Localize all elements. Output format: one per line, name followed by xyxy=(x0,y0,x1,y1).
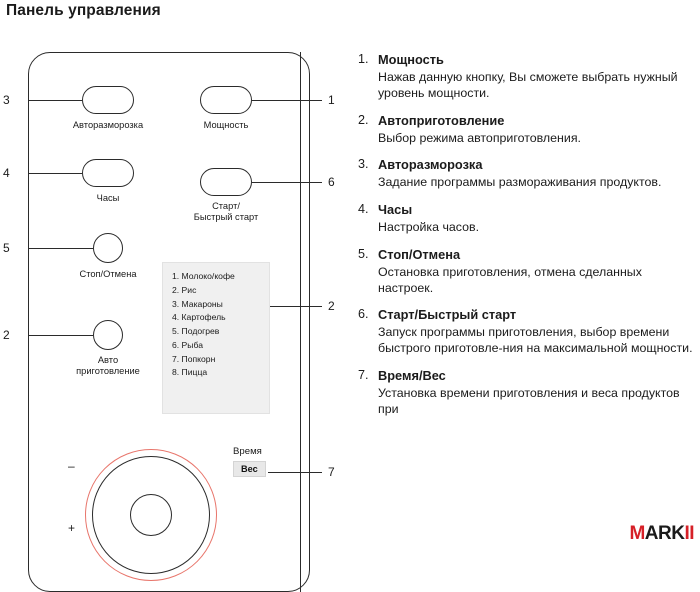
watermark-ark: ARK xyxy=(644,523,685,544)
item-heading: Стоп/Отмена xyxy=(378,246,461,262)
button-stop-cancel[interactable] xyxy=(93,233,123,263)
menu-item-4: 4. Картофель xyxy=(172,312,226,323)
list-item xyxy=(358,113,700,146)
menu-item-5: 5. Подогрев xyxy=(172,326,220,336)
watermark-m: M xyxy=(629,523,645,544)
list-item xyxy=(358,368,700,417)
control-panel-diagram xyxy=(0,34,345,547)
item-heading: Часы xyxy=(378,201,413,217)
item-index: 4. xyxy=(358,201,369,216)
item-index: 2. xyxy=(358,112,369,127)
item-heading: Время/Вес xyxy=(378,368,446,384)
list-item xyxy=(358,157,700,190)
button-autodefrost[interactable] xyxy=(82,86,134,114)
leader-line-4 xyxy=(28,173,82,174)
dial-plus: + xyxy=(68,521,76,535)
item-text: Остановка приготовления, отмена сделанных настроек. xyxy=(378,264,642,295)
item-text: Настройка часов. xyxy=(378,219,480,234)
item-text: Задание программы размораживания продуктов. xyxy=(378,175,662,190)
leader-line-2-right xyxy=(270,306,322,307)
item-heading: Автоприготовление xyxy=(378,112,505,128)
item-heading: Мощность xyxy=(378,52,444,67)
watermark xyxy=(629,523,694,545)
page-title: Панель управления xyxy=(6,2,161,19)
label-power: Мощность xyxy=(203,120,249,130)
callout-4: 4 xyxy=(3,166,10,180)
item-heading: Авторазморозка xyxy=(378,157,483,173)
menu-item-3: 3. Макароны xyxy=(172,298,223,309)
item-text: Установка времени приготовления и веса продуктов при xyxy=(378,386,680,417)
label-autocook-line1: Авто xyxy=(97,355,119,365)
callout-5: 5 xyxy=(3,241,10,255)
button-clock[interactable] xyxy=(82,159,134,187)
leader-line-2-left xyxy=(28,335,93,336)
leader-line-5 xyxy=(28,248,93,249)
callout-3: 3 xyxy=(3,93,10,107)
label-time: Время xyxy=(233,446,262,457)
menu-item-7: 7. Попкорн xyxy=(172,353,216,364)
dial-center[interactable] xyxy=(130,494,172,536)
leader-line-6 xyxy=(252,182,322,183)
label-start-line2: Быстрый старт xyxy=(193,212,259,223)
leader-line-7 xyxy=(268,472,322,473)
button-power[interactable] xyxy=(200,86,252,114)
button-autocook[interactable] xyxy=(93,320,123,350)
menu-item-1: 1. Молоко/кофе xyxy=(172,271,235,281)
callout-2-left: 2 xyxy=(3,328,10,342)
label-autodefrost: Авторазморозка xyxy=(72,120,144,130)
callout-1: 1 xyxy=(328,93,335,107)
list-item xyxy=(358,52,700,101)
description-list xyxy=(358,52,700,429)
menu-item-6: 6. Рыба xyxy=(172,339,203,350)
watermark-ii: II xyxy=(684,523,694,544)
item-index: 5. xyxy=(358,246,369,261)
item-index: 1. xyxy=(358,52,369,66)
list-item xyxy=(358,247,700,296)
item-text: Выбор режима автоприготовления. xyxy=(378,130,581,145)
label-clock: Часы xyxy=(96,193,120,203)
item-text: Нажав данную кнопку, Вы сможете выбрать нужный уровень мощности. xyxy=(378,69,678,101)
item-heading: Старт/Быстрый старт xyxy=(378,307,517,323)
label-stop-cancel: Стоп/Отмена xyxy=(79,269,137,279)
item-text: Запуск программы приготовления, выбор времени быстрого приготовле-ния на максимальной мощности. xyxy=(378,325,693,356)
callout-2-right: 2 xyxy=(328,299,335,313)
item-index: 3. xyxy=(358,157,369,172)
autocook-menu-list[interactable] xyxy=(162,262,270,414)
label-start-line1: Старт/ xyxy=(212,201,240,211)
label-start xyxy=(171,201,281,224)
label-weight: Вес xyxy=(233,461,266,477)
item-index: 7. xyxy=(358,368,369,383)
dial-minus: – xyxy=(68,459,75,473)
callout-6: 6 xyxy=(328,175,335,189)
label-autocook-line2: приготовление xyxy=(76,366,140,377)
panel-right-divider xyxy=(300,52,301,592)
list-item xyxy=(358,307,700,356)
menu-item-8: 8. Пицца xyxy=(172,367,208,378)
leader-line-1 xyxy=(252,100,322,101)
leader-line-3 xyxy=(28,100,82,101)
label-autocook xyxy=(53,355,163,378)
button-start[interactable] xyxy=(200,168,252,196)
callout-7: 7 xyxy=(328,465,335,479)
list-item xyxy=(358,202,700,235)
menu-item-2: 2. Рис xyxy=(172,284,197,295)
item-index: 6. xyxy=(358,307,369,322)
